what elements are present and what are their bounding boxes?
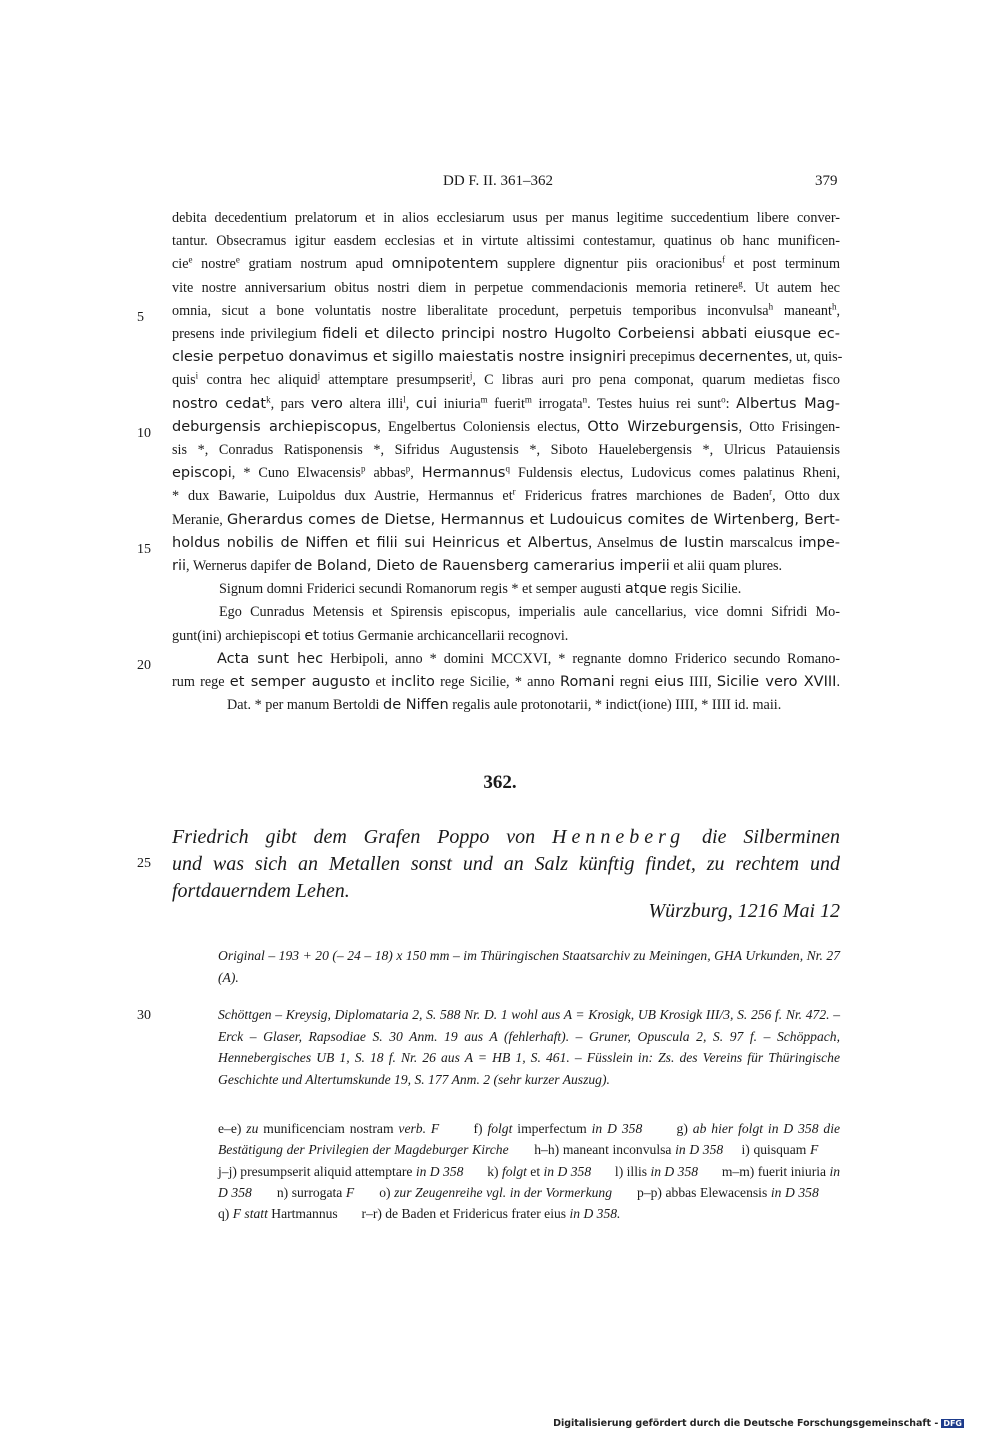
critical-apparatus: e–e) zu munificenciam nostram verb. F f) folgt imperfectum in D 358 g) ab hier folgt in D 358 die Bestätigung der Privilegien der Magdeburger Kirche h–h) maneant inconvulsa in D 358 i) quisquam F j–j) presumpserit aliquid attemptare in D 358 k) folgt et in D 358 l) illis in D 358 m–m) fuerit iniuria in D 358 n) surrogata F o) zur Zeugenreihe vgl. in der Vormerkung p–p) abbas Elewacensis in D 358 q) F statt Hartmannus r–r) de Baden et Fridericus frater eius in D 358. [218, 1121, 841, 1222]
text-line: rii, Wernerus dapifer de Boland, Dieto de Rauensberg camerarius imperii et alii quam plures. [172, 558, 783, 575]
text-line: quis$^i$ contra hec aliquid$^j$ attemptare presumpserit$^j$, C libras auri pro pena componat, quarum medietas fisco [172, 370, 840, 389]
editions-list: Schöttgen – Kreysig, Diplomataria 2, S. 588 Nr. D. 1 wohl aus A = Krosigk, UB Krosigk III/3, S. 256 f. Nr. 472. – Erck – Glaser, Rapsodiae S. 30 Anm. 19 aus A (fehlerhaft). – Gruner, Opuscula 2, S. 97 f. – Schöppach, Hennebergisches UB 1, S. 18 f. Nr. 26 aus A = HB 1, S. 461. – Füsslein in: Zs. des Vereins für Thüringische Geschichte und Altertumskunde 19, S. 177 Anm. 2 (sehr kurzer Auszug). [218, 1007, 840, 1087]
line-number: 30 [137, 1008, 151, 1023]
running-header-title: DD F. II. 361–362 [443, 173, 554, 189]
text-line: omnia, sicut a bone voluntatis nostre liberalitate procedunt, perpetuis temporibus inconvulsa$^h$ maneant$^h$, [172, 301, 840, 319]
text-line: episcopi, * Cuno Elwacensis$^p$ abbas$^p$, Hermannus$^q$ Fuldensis electus, Ludovicus comes palatinus Rheni, [172, 463, 840, 482]
doc-362-regest [172, 824, 840, 905]
regest-line: Friedrich gibt dem Grafen Poppo von Henneberg die Silberminen [172, 826, 840, 848]
line-number: 15 [137, 542, 151, 557]
line-number: 5 [137, 310, 144, 325]
dfg-logo: DFG [943, 1419, 962, 1428]
text-line: clesie perpetuo donavimus et sigillo maiestatis nostre insigniri precepimus decernentes, ut, quis- [172, 349, 843, 366]
text-line: nostro cedat$^k$, pars vero altera illi$^l$, cui iniuria$^m$ fuerit$^m$ irrogata$^n$. Testes huius rei sunt$^o$: Albertus Mag- [172, 393, 841, 412]
acta-line: Acta sunt hec Herbipoli, anno * domini MCCXVI, * regnante domno Friderico secundo Romano- [217, 650, 840, 667]
footer-credit: Digitalisierung gefördert durch die Deutsche Forschungsgemeinschaft - DFG [553, 1418, 962, 1429]
regest-line: und was sich an Metallen sonst und an Salz künftig findet, zu rechtem und [172, 853, 840, 875]
text-line: vite nostre anniversarium obitus nostri diem in perpetue commendacionis memoria retinere$^g$. Ut autem hec [172, 277, 840, 296]
line-number: 20 [137, 658, 151, 673]
text-line: sis *, Conradus Ratisponensis *, Sifridus Augustensis *, Siboto Hauelebergensis *, Ulricus Patauiensis [172, 442, 840, 459]
text-line: holdus nobilis de Niffen et filii sui Heinricus et Albertus, Anselmus de Iustin marscalcus impe- [172, 534, 840, 551]
dat-line: Dat. * per manum Bertoldi de Niffen regalis aule protonotarii, * indict(ione) IIII, * IIII id. maii. [227, 697, 782, 714]
recognition-line: Ego Cunradus Metensis et Spirensis episcopus, imperialis aule cancellarius, vice domni Sifridi Mo- [219, 604, 840, 621]
page-number: 379 [815, 173, 838, 189]
text-line: Meranie, Gherardus comes de Dietse, Hermannus et Ludouicus comites de Wirtenberg, Bert- [172, 511, 840, 528]
text-line: deburgensis archiepiscopus, Engelbertus Coloniensis electus, Otto Wirzeburgensis, Otto Frisingen- [172, 418, 840, 435]
original-description: Original – 193 + 20 (– 24 – 18) x 150 mm – im Thüringischen Staatsarchiv zu Meiningen, GHA Urkunden, Nr. 27 (A). [218, 948, 840, 985]
regest-line: fortdauerndem Lehen. [172, 880, 350, 902]
signum-line: Signum domni Friderici secundi Romanorum regis * et semper augusti atque regis Sicilie. [219, 581, 742, 598]
text-line: * dux Bawarie, Luipoldus dux Austrie, Hermannus $et^r$ Fridericus fratres marchiones de Baden$^r$, Otto dux [172, 486, 840, 505]
text-line: tantur. Obsecramus igitur easdem ecclesias et in virtute altissimi contestamur, quatinus ob hanc munificen- [172, 233, 840, 250]
line-number: 10 [137, 426, 151, 441]
acta-line: rum rege et semper augusto et inclito rege Sicilie, * anno Romani regni eius IIII, Sicilie vero XVIII. [172, 674, 840, 691]
doc-362-date: Würzburg, 1216 Mai 12 [648, 900, 840, 922]
doc-362-number: 362. [483, 772, 517, 793]
text-line: debita decedentium prelatorum et in alios ecclesiarum usus per manus legitime succedentium libere conver- [172, 210, 840, 226]
doc-361-text [172, 207, 843, 717]
text-line: presens inde privilegium fideli et dilecto principi nostro Hugolto Corbeiensi abbati eiusque ec- [172, 326, 840, 343]
text-line: cie$^e$ nostre$^e$ gratiam nostrum apud omnipotentem supplere dignentur piis oracionibus$^f$ et post terminum [172, 254, 840, 273]
line-number: 25 [137, 856, 151, 871]
recognition-line: gunt(ini) archiepiscopi et totius Germanie archicancellarii recognovi. [172, 627, 569, 644]
